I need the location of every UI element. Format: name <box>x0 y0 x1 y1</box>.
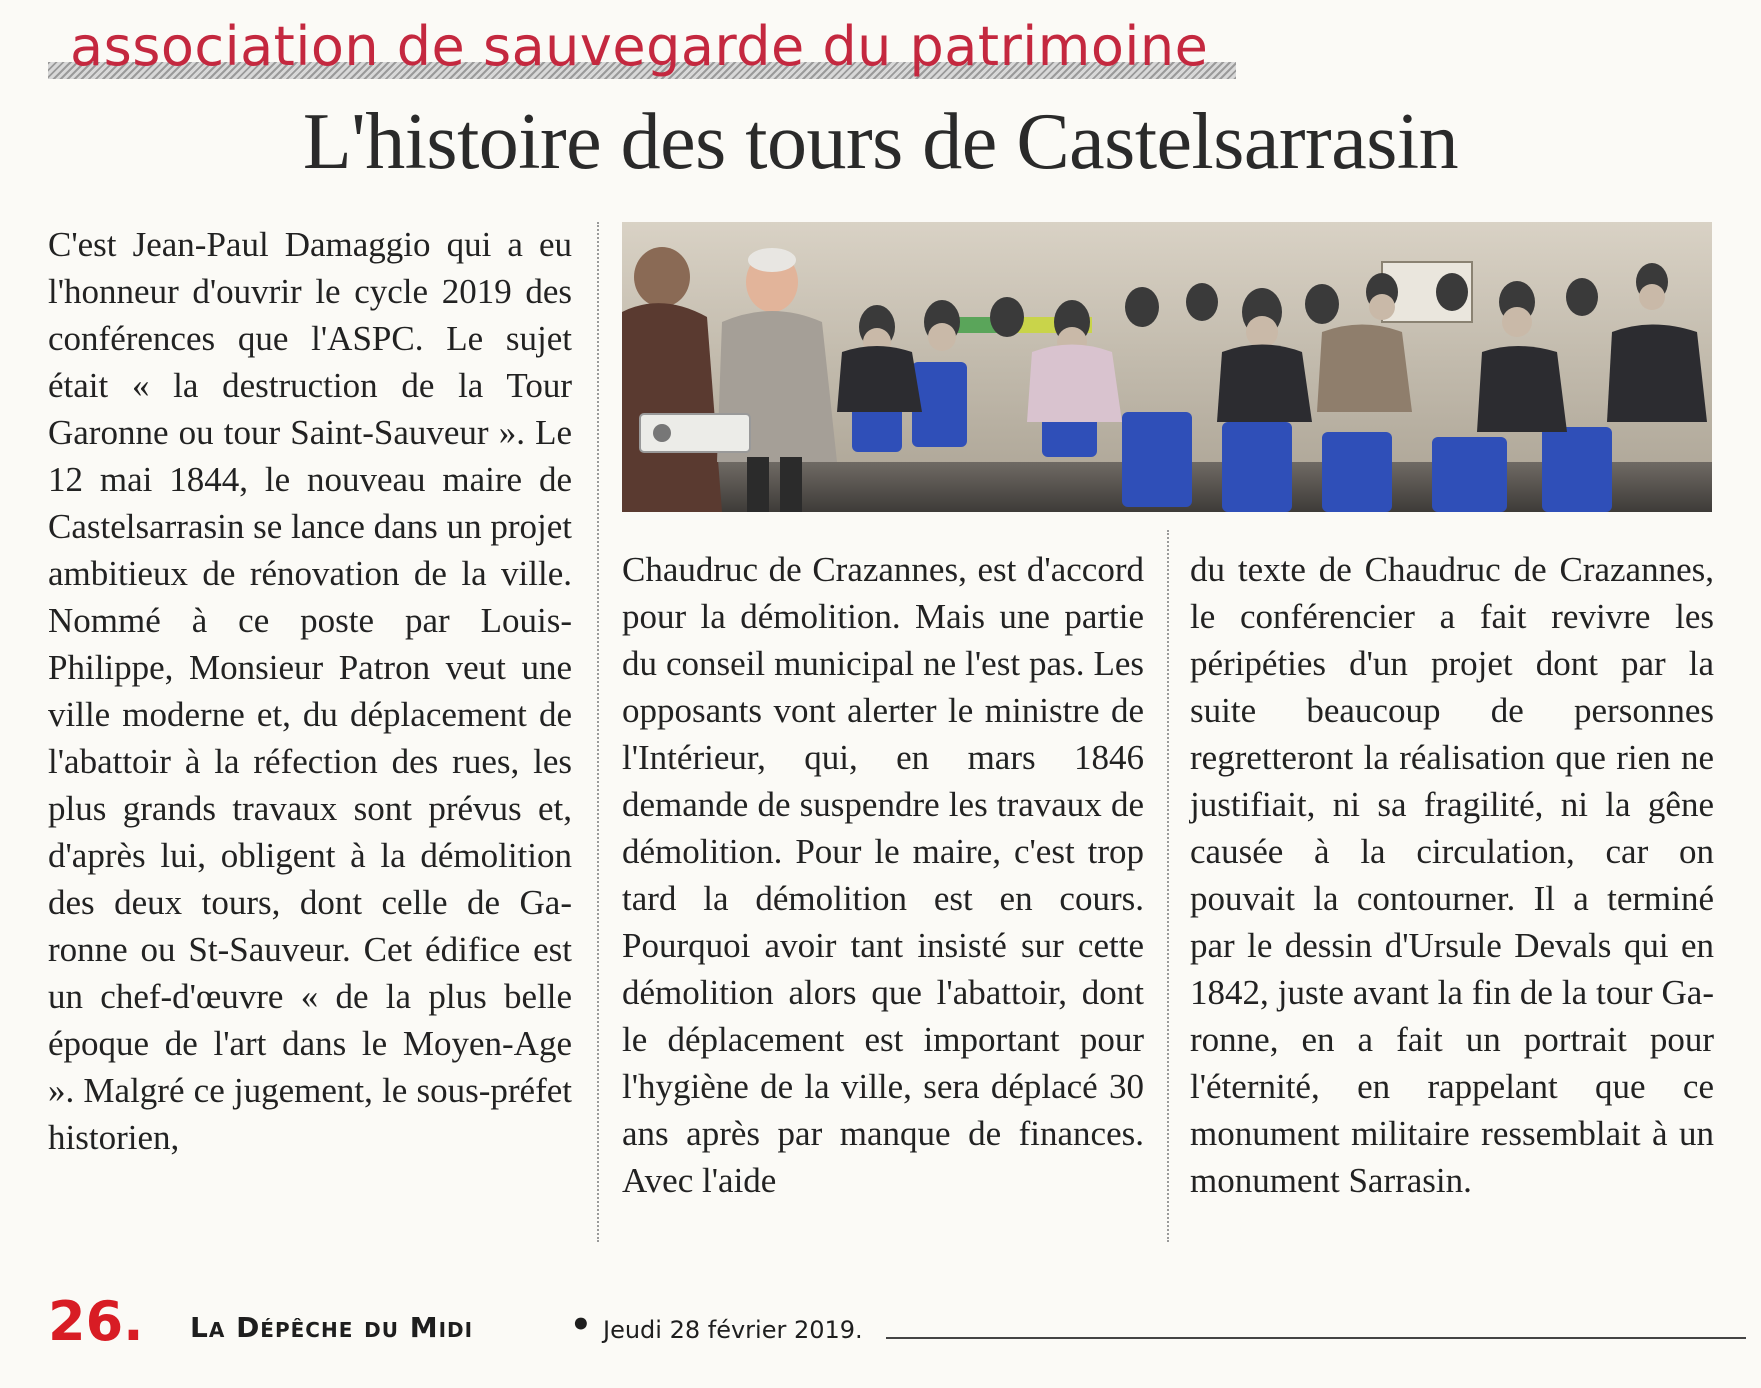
publication-date: Jeudi 28 février 2019. <box>603 1316 863 1344</box>
column-2-text: Chaudruc de Crazannes, est d'accord pour la démolition. Mais une partie du conseil municipal ne l'est pas. Les opposants vont alerter le ministre de l'Intérieur, qui, en mars 1846 demande de suspendre les travaux de démolition. Pour le maire, c'est trop tard la démolition est en cours. Pourquoi avoir tant insisté sur cette démolition alors que l'abattoir, dont le déplacement est important pour l'hygiène de la ville, sera déplacé 30 ans après par manque de finances. Avec l'aide <box>622 550 1144 1200</box>
conference-photo <box>622 222 1712 512</box>
footer-rule <box>886 1337 1746 1339</box>
footer-separator: • <box>570 1305 592 1345</box>
column-divider <box>1167 530 1169 1242</box>
article-column-2 <box>622 546 1144 1204</box>
newspaper-name: La Dépêche du Midi <box>190 1311 474 1344</box>
section-rubric: association de sauvegarde du patrimoine <box>70 15 1209 78</box>
page-number: 26. <box>48 1290 144 1353</box>
article-headline: L'histoire des tours de Castelsarrasin <box>302 98 1459 186</box>
conference-audience-photo-icon <box>622 222 1712 512</box>
column-3-text: du texte de Chaudruc de Crazannes, le conférencier a fait revivre les péripéties d'un projet dont par la suite beaucoup de personnes regretteront la réalisation que rien ne justifiait, ni sa fragilité, ni la gêne causée à la circulation, car on pouvait la contourner. Il a terminé par le dessin d'Ursule Devals qui en 1842, juste avant la fin de la tour Garonne, en a fait un portrait pour l'éternité, en rappelant que ce monument militaire ressemblait à un monument Sarrasin. <box>1190 550 1714 1200</box>
column-1-text: C'est Jean-Paul Damaggio qui a eu l'honneur d'ouvrir le cycle 2019 des conférences que l'ASPC. Le sujet était « la destruction de la Tour Garonne ou tour Saint-Sauveur ». Le 12 mai 1844, le nouveau maire de Castelsarrasin se lance dans un projet ambitieux de rénovation de la ville. Nommé à ce poste par Louis-Philippe, Monsieur Patron veut une ville moderne et, du déplacement de l'abattoir à la réfection des rues, les plus grands travaux sont prévus et, d'après lui, obligent à la démolition des deux tours, dont celle de Garonne ou St-Sauveur. Cet édifice est un chef-d'œuvre « de la plus belle époque de l'art dans le Moyen-Age ». Malgré ce jugement, le sous-préfet historien, <box>48 225 572 1157</box>
article-column-1 <box>48 221 572 1161</box>
article-column-3 <box>1190 546 1714 1204</box>
column-divider <box>597 222 599 1242</box>
